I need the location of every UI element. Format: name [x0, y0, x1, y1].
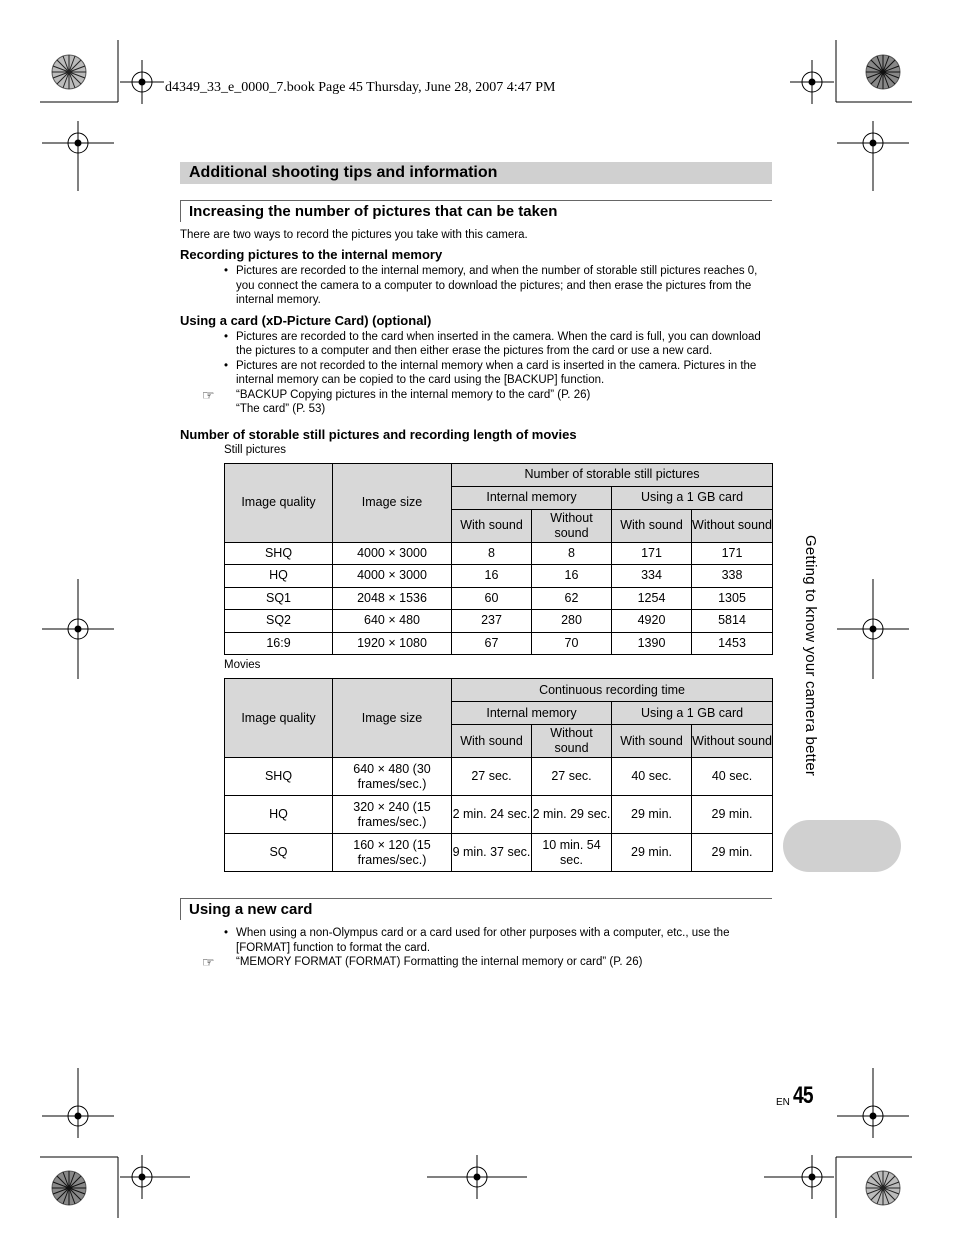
col-header-group: Number of storable still pictures: [452, 463, 773, 486]
bullet-icon: •: [224, 359, 229, 372]
movies-caption: Movies: [224, 659, 261, 671]
reference-link-card: “The card” (P. 53): [236, 403, 326, 415]
movies-table: [224, 678, 773, 872]
bullet-icon: •: [224, 927, 229, 939]
bullet-item: • Pictures are not recorded to the internal memory when a card is inserted in the camera. Pictures in the internal memory can be copied to the card using the [BACKUP] function.: [224, 359, 757, 386]
col-header-quality: Image quality: [225, 463, 333, 542]
col-header-with-sound: With sound: [452, 725, 532, 758]
table-row: SHQ 4000 × 3000 8 8 171 171: [225, 542, 773, 565]
heading-storable: Number of storable still pictures and recording length of movies: [180, 426, 577, 442]
col-header-internal: Internal memory: [452, 486, 612, 509]
reference-link-format: “MEMORY FORMAT (FORMAT) Formatting the internal memory or card” (P. 26): [236, 956, 643, 968]
subsection-title-increasing: Increasing the number of pictures that can be taken: [180, 200, 772, 222]
col-header-without-sound: Without sound: [532, 725, 612, 758]
col-header-without-sound: Without sound: [692, 725, 773, 758]
heading-using-card: Using a card (xD-Picture Card) (optional): [180, 312, 432, 328]
reference-hand-icon: ☞: [202, 386, 215, 403]
chapter-tab: [783, 820, 901, 872]
col-header-size: Image size: [333, 679, 452, 758]
chapter-side-label: Getting to know your camera better: [802, 535, 819, 777]
page-number-value: 45: [792, 1082, 813, 1109]
table-row: SHQ 640 × 480 (30 frames/sec.) 27 sec. 27 sec. 40 sec. 40 sec.: [225, 758, 773, 796]
table-row: SQ1 2048 × 1536 60 62 1254 1305: [225, 587, 773, 610]
still-pictures-table: [224, 463, 773, 656]
bullet-item: • Pictures are recorded to the internal memory, and when the number of storable still pictures reaches 0, you connect the camera to a computer to download the pictures; and then erase the pictures from the internal memory.: [224, 265, 758, 306]
still-pictures-caption: Still pictures: [224, 443, 286, 456]
table-row: SQ2 640 × 480 237 280 4920 5814: [225, 610, 773, 633]
bullet-item: • Pictures are recorded to the card when inserted in the camera. When the card is full, you can download the pictures to a computer and then either erase the pictures from the card or use a new card.: [224, 330, 761, 357]
col-header-internal: Internal memory: [452, 702, 612, 725]
col-header-without-sound: Without sound: [532, 509, 612, 542]
col-header-with-sound: With sound: [612, 509, 692, 542]
col-header-size: Image size: [333, 463, 452, 542]
table-row: SQ 160 × 120 (15 frames/sec.) 9 min. 37 sec. 10 min. 54 sec. 29 min. 29 min.: [225, 834, 773, 872]
table-row: HQ 320 × 240 (15 frames/sec.) 2 min. 24 sec. 2 min. 29 sec. 29 min. 29 min.: [225, 796, 773, 834]
bullet-icon: •: [224, 330, 229, 343]
col-header-with-sound: With sound: [452, 509, 532, 542]
bullet-icon: •: [224, 265, 229, 277]
section-title: Additional shooting tips and information: [180, 162, 772, 184]
reference-hand-icon: ☞: [202, 954, 215, 970]
page-number: [776, 1082, 818, 1110]
page-content: [180, 162, 772, 970]
col-header-group: Continuous recording time: [452, 679, 773, 702]
subsection-title-new-card: Using a new card: [180, 898, 772, 920]
col-header-with-sound: With sound: [612, 725, 692, 758]
col-header-quality: Image quality: [225, 679, 333, 758]
heading-internal-memory: Recording pictures to the internal memory: [180, 247, 443, 262]
intro-text: There are two ways to record the pictures you take with this camera.: [180, 229, 528, 241]
page-language: EN: [776, 1097, 790, 1108]
reference-link-backup: “BACKUP Copying pictures in the internal memory to the card” (P. 26): [236, 388, 591, 401]
table-row: 16:9 1920 × 1080 67 70 1390 1453: [225, 632, 773, 655]
reference-item: [180, 388, 772, 417]
book-header-info: d4349_33_e_0000_7.book Page 45 Thursday, June 28, 2007 4:47 PM: [165, 80, 556, 95]
bullet-item: • When using a non-Olympus card or a card used for other purposes with a computer, etc., use the [FORMAT] function to format the card.: [224, 927, 730, 954]
col-header-without-sound: Without sound: [692, 509, 773, 542]
col-header-card: Using a 1 GB card: [612, 702, 773, 725]
col-header-card: Using a 1 GB card: [612, 486, 773, 509]
table-row: HQ 4000 × 3000 16 16 334 338: [225, 565, 773, 588]
reference-item: [180, 955, 772, 970]
